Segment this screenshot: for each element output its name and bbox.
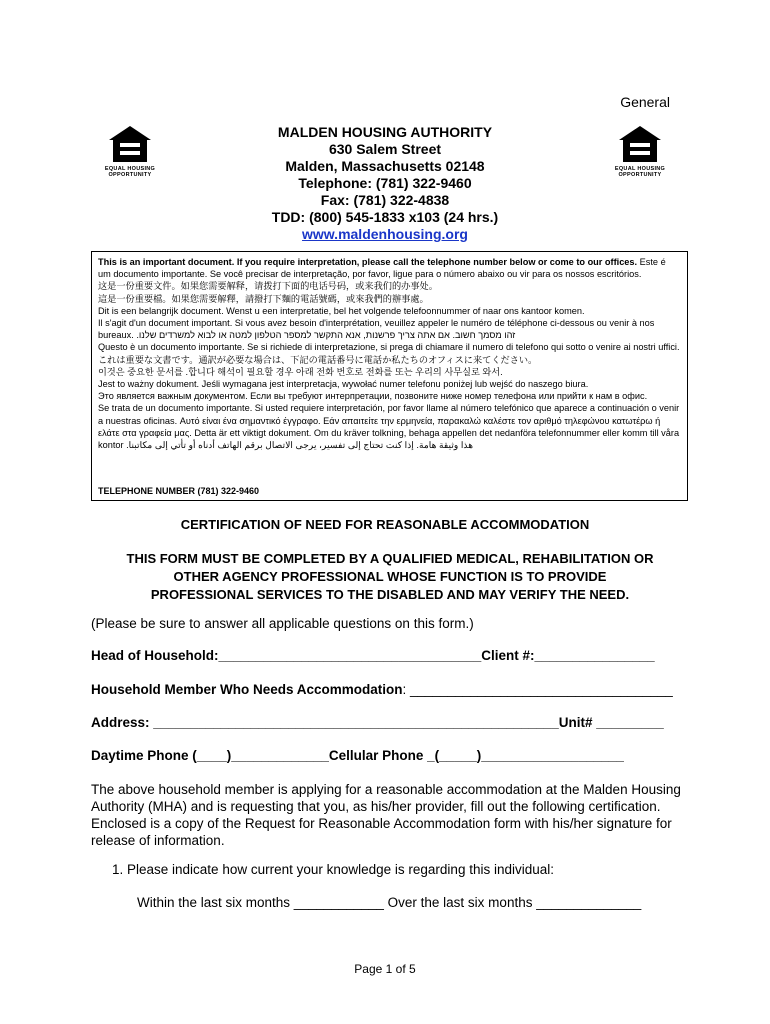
interpretation-notice-box (91, 251, 688, 501)
notice-hebrew: זהו מסמך חשוב. אם אתה צריך פרשנות, אנא התקשר למספר הטלפון למטה או לבוא למשרדים שלנו. (136, 330, 516, 341)
head-of-household-field[interactable]: Head of Household:___________________________________Client #:________________ (91, 648, 655, 663)
notice-polish: Jest to ważny dokument. Jeśli wymagana jest interpretacja, wywołać numer telefonu poniżej lub wejść do naszego biura. (98, 379, 589, 390)
agency-fax: Fax: (781) 322-4838 (320, 192, 450, 208)
agency-tdd: TDD: (800) 545-1833 x103 (24 hrs.) (271, 209, 499, 225)
form-requirement: THIS FORM MUST BE COMPLETED BY A QUALIFIED MEDICAL, REHABILITATION OR OTHER AGENCY PROFESSIONAL WHOSE FUNCTION IS TO PROVIDE PROFESSIONAL SERVICES TO THE DISABLED AND MAY VERIFY THE NEED. (126, 551, 654, 602)
notice-korean: 이것은 중요한 문서를 .합니다 해석이 필요할 경우 아래 전화 번호로 전화를 또는 우리의 사무실로 와서. (98, 366, 503, 377)
phone-fields[interactable]: Daytime Phone (____)_____________Cellular Phone _(_____)___________________ (91, 748, 624, 763)
agency-city: Malden, Massachusetts 02148 (285, 158, 485, 174)
notice-chinese-traditional: 這是一份重要檔。如果您需要解釋，請撥打下麵的電話號碼，或來我們的辦事處。 (98, 293, 429, 304)
notice-french: Il s'agit d'un document important. Si vous avez besoin d'interprétation, veuillez appeler le numéro de téléphone ci-dessous ou venir à nos bureaux. (98, 318, 655, 341)
notice-russian: Это является важным документом. Если вы требуют интерпретации, позвоните ниже номер телефона или прийти к нам в офис. (98, 391, 648, 402)
notice-swedish: Detta är ett viktigt dokument. Om du kräver tolkning, behaga appellen det nedanföra telefonnummer eller komm till våra kontor (98, 427, 680, 451)
agency-telephone: Telephone: (781) 322-9460 (298, 175, 472, 191)
notice-spanish: Se trata de un documento importante. Si usted requiere interpretación, por favor llame al número telefónico que aparece a continuación o venir a nuestras oficinas. (98, 403, 680, 426)
question-1: 1. Please indicate how current your knowledge is regarding this individual: (112, 862, 554, 877)
household-member-field[interactable] (91, 682, 673, 697)
form-title: CERTIFICATION OF NEED FOR REASONABLE ACCOMMODATION (180, 517, 590, 532)
form-instruction: (Please be sure to answer all applicable questions on this form.) (91, 616, 474, 631)
notice-arabic: هذا وثيقة هامة. إذا كنت تحتاج إلى تفسير، يرجى الاتصال برقم الهاتف أدناه أو تأتي إلى مكاتبنا. (126, 440, 474, 451)
request-paragraph: The above household member is applying for a reasonable accommodation at the Malden Housing Authority (MHA) and is requesting that you, as his/her provider, fill out the following certification. Enclosed is a copy of the Request for Reasonable Accommodation form with his/her signature for release of information. (91, 782, 681, 848)
logo-caption: EQUAL HOUSING OPPORTUNITY (614, 166, 666, 178)
agency-street: 630 Salem Street (328, 141, 442, 157)
notice-chinese-simplified: 这是一份重要文件。如果您需要解释，请拨打下面的电话号码，或来我们的办事处。 (98, 281, 438, 292)
agency-header (0, 124, 770, 243)
address-field[interactable]: Address: ______________________________________________________Unit# _________ (91, 715, 664, 730)
notice-portuguese: Este é um documento importante. Se você precisar de interpretação, por favor, ligue para o número abaixo ou vir para os nossos escritórios. (98, 257, 666, 280)
household-member-blank[interactable]: : ___________________________________ (402, 682, 673, 697)
household-member-label: Household Member Who Needs Accommodation (91, 682, 403, 697)
question-1-options[interactable]: Within the last six months ____________ Over the last six months ______________ (137, 895, 642, 910)
notice-italian: Questo è un documento importante. Se si richiede di interpretazione, si prega di chiamare il numero di telefono qui sotto o venire ai nostri uffici. (98, 342, 680, 353)
website-link[interactable]: www.maldenhousing.org (302, 226, 468, 242)
document-category-label: General (620, 94, 670, 110)
notice-greek: Αυτό είναι ένα σημαντικό έγγραφο. Εάν απαιτείτε την ερμηνεία, παρακαλώ καλέστε τον αριθμό τηλεφώνου κατωτέρω ή ελάτε στα γραφεία μας. (98, 415, 661, 438)
notice-english: This is an important document. If you require interpretation, please call the telephone number below or come to our offices. (98, 257, 638, 267)
agency-name: MALDEN HOUSING AUTHORITY (277, 124, 493, 140)
notice-dutch: Dit is een belangrijk document. Wenst u een interpretatie, bel het volgende telefoonnummer of naar ons kantoor komen. (98, 305, 585, 316)
page-number: Page 1 of 5 (354, 962, 416, 976)
notice-telephone-number: TELEPHONE NUMBER (781) 322-9460 (98, 485, 260, 496)
logo-caption: EQUAL HOUSING OPPORTUNITY (104, 166, 156, 178)
notice-japanese: これは重要な文書です。通訳が必要な場合は、下記の電話番号に電話か私たちのオフィスに来てください。 (98, 354, 538, 365)
